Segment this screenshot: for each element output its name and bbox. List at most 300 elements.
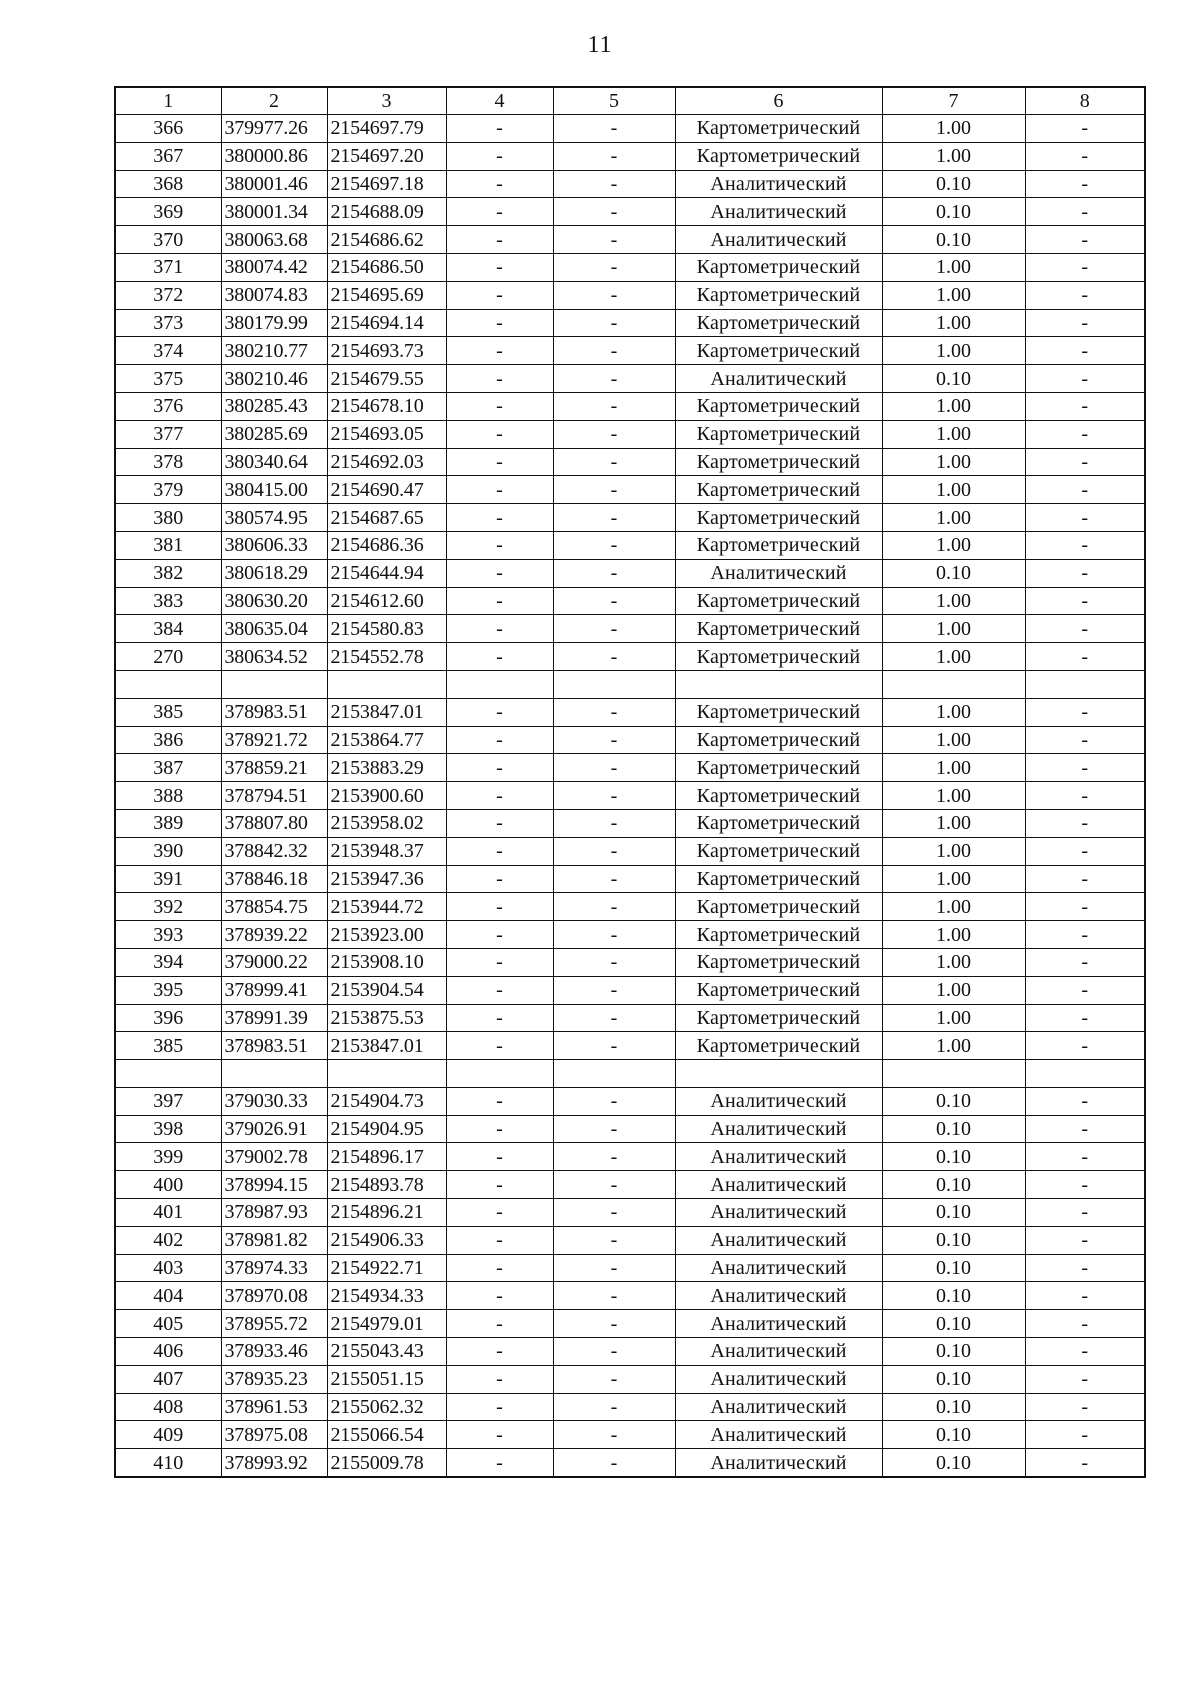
y-coordinate-cell [327, 670, 446, 698]
table-row [115, 643, 1145, 671]
point-number-cell: 386 [115, 726, 221, 754]
point-number-cell: 396 [115, 1004, 221, 1032]
x-coordinate-cell: 378807.80 [221, 809, 327, 837]
accuracy-cell: 1.00 [882, 921, 1025, 949]
column-8-cell: - [1025, 587, 1145, 615]
column-4-cell: - [446, 698, 553, 726]
column-4-cell: - [446, 921, 553, 949]
method-cell: Картометрический [675, 698, 882, 726]
table-row [115, 782, 1145, 810]
accuracy-cell: 1.00 [882, 643, 1025, 671]
x-coordinate-cell: 378859.21 [221, 754, 327, 782]
table-separator-row [115, 1060, 1145, 1088]
column-5-cell [553, 1060, 675, 1088]
point-number-cell: 394 [115, 948, 221, 976]
point-number-cell: 379 [115, 476, 221, 504]
y-coordinate-cell: 2154904.73 [327, 1087, 446, 1115]
column-5-cell: - [553, 531, 675, 559]
accuracy-cell: 0.10 [882, 170, 1025, 198]
column-5-cell: - [553, 1421, 675, 1449]
column-4-cell: - [446, 948, 553, 976]
column-header: 6 [675, 87, 882, 115]
point-number-cell: 399 [115, 1143, 221, 1171]
column-8-cell: - [1025, 1254, 1145, 1282]
y-coordinate-cell: 2154692.03 [327, 448, 446, 476]
column-5-cell: - [553, 115, 675, 143]
point-number-cell: 388 [115, 782, 221, 810]
column-5-cell: - [553, 921, 675, 949]
y-coordinate-cell: 2154686.62 [327, 226, 446, 254]
table-row [115, 504, 1145, 532]
column-8-cell: - [1025, 1365, 1145, 1393]
method-cell: Аналитический [675, 1365, 882, 1393]
table-row [115, 726, 1145, 754]
x-coordinate-cell: 378970.08 [221, 1282, 327, 1310]
method-cell: Аналитический [675, 226, 882, 254]
y-coordinate-cell: 2154697.18 [327, 170, 446, 198]
column-8-cell: - [1025, 893, 1145, 921]
table-row [115, 698, 1145, 726]
y-coordinate-cell: 2155062.32 [327, 1393, 446, 1421]
column-5-cell: - [553, 476, 675, 504]
point-number-cell: 373 [115, 309, 221, 337]
accuracy-cell: 1.00 [882, 531, 1025, 559]
accuracy-cell: 1.00 [882, 142, 1025, 170]
column-5-cell: - [553, 1282, 675, 1310]
table-row [115, 420, 1145, 448]
column-4-cell: - [446, 559, 553, 587]
accuracy-cell: 0.10 [882, 1421, 1025, 1449]
table-row [115, 1310, 1145, 1338]
accuracy-cell: 0.10 [882, 1171, 1025, 1199]
column-4-cell: - [446, 115, 553, 143]
point-number-cell: 375 [115, 365, 221, 393]
method-cell: Картометрический [675, 782, 882, 810]
column-5-cell: - [553, 448, 675, 476]
column-8-cell: - [1025, 115, 1145, 143]
coordinates-table [114, 86, 1146, 1478]
column-header: 8 [1025, 87, 1145, 115]
accuracy-cell [882, 1060, 1025, 1088]
table-row [115, 476, 1145, 504]
x-coordinate-cell: 378975.08 [221, 1421, 327, 1449]
column-5-cell: - [553, 1393, 675, 1421]
x-coordinate-cell: 378981.82 [221, 1226, 327, 1254]
point-number-cell: 387 [115, 754, 221, 782]
column-4-cell: - [446, 1115, 553, 1143]
page-number: 11 [587, 32, 613, 58]
point-number-cell: 371 [115, 253, 221, 281]
method-cell: Аналитический [675, 365, 882, 393]
table-row [115, 921, 1145, 949]
point-number-cell: 382 [115, 559, 221, 587]
column-4-cell: - [446, 1226, 553, 1254]
point-number-cell: 384 [115, 615, 221, 643]
point-number-cell: 383 [115, 587, 221, 615]
point-number-cell: 409 [115, 1421, 221, 1449]
x-coordinate-cell: 379000.22 [221, 948, 327, 976]
method-cell: Картометрический [675, 253, 882, 281]
method-cell: Картометрический [675, 142, 882, 170]
column-5-cell [553, 670, 675, 698]
point-number-cell: 374 [115, 337, 221, 365]
column-8-cell: - [1025, 837, 1145, 865]
x-coordinate-cell: 379026.91 [221, 1115, 327, 1143]
point-number-cell: 270 [115, 643, 221, 671]
y-coordinate-cell: 2153958.02 [327, 809, 446, 837]
method-cell: Аналитический [675, 1115, 882, 1143]
point-number-cell: 390 [115, 837, 221, 865]
y-coordinate-cell: 2153908.10 [327, 948, 446, 976]
table-row [115, 142, 1145, 170]
column-8-cell: - [1025, 948, 1145, 976]
table-row [115, 976, 1145, 1004]
column-8-cell: - [1025, 976, 1145, 1004]
method-cell: Аналитический [675, 1087, 882, 1115]
column-4-cell: - [446, 1171, 553, 1199]
y-coordinate-cell: 2153875.53 [327, 1004, 446, 1032]
column-8-cell: - [1025, 309, 1145, 337]
column-header: 5 [553, 87, 675, 115]
accuracy-cell: 1.00 [882, 976, 1025, 1004]
x-coordinate-cell: 379030.33 [221, 1087, 327, 1115]
column-8-cell: - [1025, 559, 1145, 587]
accuracy-cell: 1.00 [882, 726, 1025, 754]
table-row [115, 1032, 1145, 1060]
column-4-cell: - [446, 504, 553, 532]
method-cell: Картометрический [675, 309, 882, 337]
point-number-cell: 391 [115, 865, 221, 893]
column-8-cell: - [1025, 170, 1145, 198]
column-4-cell: - [446, 1449, 553, 1477]
accuracy-cell: 1.00 [882, 809, 1025, 837]
column-5-cell: - [553, 698, 675, 726]
method-cell: Аналитический [675, 1199, 882, 1227]
y-coordinate-cell: 2154694.14 [327, 309, 446, 337]
column-5-cell: - [553, 1254, 675, 1282]
accuracy-cell: 0.10 [882, 1393, 1025, 1421]
table-row [115, 837, 1145, 865]
accuracy-cell: 1.00 [882, 115, 1025, 143]
accuracy-cell: 0.10 [882, 365, 1025, 393]
column-5-cell: - [553, 392, 675, 420]
column-8-cell: - [1025, 253, 1145, 281]
point-number-cell: 398 [115, 1115, 221, 1143]
x-coordinate-cell: 378842.32 [221, 837, 327, 865]
y-coordinate-cell: 2153948.37 [327, 837, 446, 865]
column-5-cell: - [553, 615, 675, 643]
y-coordinate-cell: 2153847.01 [327, 1032, 446, 1060]
accuracy-cell: 0.10 [882, 1338, 1025, 1366]
column-5-cell: - [553, 504, 675, 532]
x-coordinate-cell: 378794.51 [221, 782, 327, 810]
method-cell: Аналитический [675, 1421, 882, 1449]
x-coordinate-cell: 378921.72 [221, 726, 327, 754]
accuracy-cell: 1.00 [882, 476, 1025, 504]
method-cell: Картометрический [675, 531, 882, 559]
method-cell: Аналитический [675, 170, 882, 198]
method-cell [675, 670, 882, 698]
accuracy-cell [882, 670, 1025, 698]
y-coordinate-cell: 2154695.69 [327, 281, 446, 309]
point-number-cell: 378 [115, 448, 221, 476]
y-coordinate-cell: 2154686.36 [327, 531, 446, 559]
column-8-cell: - [1025, 198, 1145, 226]
accuracy-cell: 0.10 [882, 1282, 1025, 1310]
column-8-cell: - [1025, 1393, 1145, 1421]
point-number-cell: 377 [115, 420, 221, 448]
column-4-cell: - [446, 392, 553, 420]
method-cell: Картометрический [675, 337, 882, 365]
x-coordinate-cell: 380630.20 [221, 587, 327, 615]
table-row [115, 1171, 1145, 1199]
y-coordinate-cell: 2154552.78 [327, 643, 446, 671]
column-4-cell: - [446, 142, 553, 170]
point-number-cell: 405 [115, 1310, 221, 1338]
column-4-cell: - [446, 253, 553, 281]
column-5-cell: - [553, 1365, 675, 1393]
x-coordinate-cell: 378994.15 [221, 1171, 327, 1199]
method-cell: Картометрический [675, 837, 882, 865]
method-cell: Картометрический [675, 476, 882, 504]
table-row [115, 1421, 1145, 1449]
x-coordinate-cell: 380210.77 [221, 337, 327, 365]
point-number-cell: 370 [115, 226, 221, 254]
table-row [115, 198, 1145, 226]
column-header: 7 [882, 87, 1025, 115]
point-number-cell: 397 [115, 1087, 221, 1115]
column-8-cell [1025, 1060, 1145, 1088]
accuracy-cell: 1.00 [882, 504, 1025, 532]
table-row [115, 1143, 1145, 1171]
method-cell: Аналитический [675, 198, 882, 226]
accuracy-cell: 1.00 [882, 337, 1025, 365]
column-5-cell: - [553, 1338, 675, 1366]
accuracy-cell: 1.00 [882, 865, 1025, 893]
accuracy-cell: 0.10 [882, 559, 1025, 587]
table-row [115, 1338, 1145, 1366]
point-number-cell: 372 [115, 281, 221, 309]
table-row [115, 1115, 1145, 1143]
column-8-cell: - [1025, 865, 1145, 893]
column-8-cell: - [1025, 921, 1145, 949]
point-number-cell: 376 [115, 392, 221, 420]
point-number-cell: 389 [115, 809, 221, 837]
column-5-cell: - [553, 365, 675, 393]
column-4-cell: - [446, 170, 553, 198]
column-8-cell: - [1025, 615, 1145, 643]
y-coordinate-cell: 2154906.33 [327, 1226, 446, 1254]
column-8-cell: - [1025, 698, 1145, 726]
accuracy-cell: 1.00 [882, 420, 1025, 448]
y-coordinate-cell: 2153900.60 [327, 782, 446, 810]
table-row [115, 1226, 1145, 1254]
point-number-cell: 403 [115, 1254, 221, 1282]
column-8-cell: - [1025, 1143, 1145, 1171]
y-coordinate-cell: 2154697.20 [327, 142, 446, 170]
table-row [115, 392, 1145, 420]
point-number-cell: 366 [115, 115, 221, 143]
column-5-cell: - [553, 309, 675, 337]
column-4-cell: - [446, 754, 553, 782]
accuracy-cell: 1.00 [882, 1004, 1025, 1032]
method-cell: Картометрический [675, 726, 882, 754]
method-cell: Картометрический [675, 948, 882, 976]
x-coordinate-cell: 378983.51 [221, 698, 327, 726]
x-coordinate-cell: 378846.18 [221, 865, 327, 893]
column-5-cell: - [553, 1310, 675, 1338]
column-4-cell: - [446, 865, 553, 893]
accuracy-cell: 1.00 [882, 392, 1025, 420]
y-coordinate-cell [327, 1060, 446, 1088]
table-row [115, 281, 1145, 309]
column-8-cell: - [1025, 476, 1145, 504]
point-number-cell: 401 [115, 1199, 221, 1227]
column-4-cell: - [446, 531, 553, 559]
column-4-cell: - [446, 615, 553, 643]
table-row [115, 1393, 1145, 1421]
column-4-cell: - [446, 1004, 553, 1032]
point-number-cell: 367 [115, 142, 221, 170]
x-coordinate-cell: 380074.42 [221, 253, 327, 281]
accuracy-cell: 1.00 [882, 587, 1025, 615]
x-coordinate-cell: 378854.75 [221, 893, 327, 921]
y-coordinate-cell: 2153883.29 [327, 754, 446, 782]
column-5-cell: - [553, 226, 675, 254]
x-coordinate-cell: 380634.52 [221, 643, 327, 671]
method-cell: Картометрический [675, 587, 882, 615]
column-header: 2 [221, 87, 327, 115]
y-coordinate-cell: 2154612.60 [327, 587, 446, 615]
point-number-cell: 404 [115, 1282, 221, 1310]
y-coordinate-cell: 2154693.73 [327, 337, 446, 365]
column-5-cell: - [553, 1032, 675, 1060]
method-cell: Картометрический [675, 893, 882, 921]
point-number-cell: 392 [115, 893, 221, 921]
point-number-cell: 395 [115, 976, 221, 1004]
column-4-cell: - [446, 1087, 553, 1115]
table-row [115, 226, 1145, 254]
column-4-cell: - [446, 1393, 553, 1421]
column-8-cell: - [1025, 782, 1145, 810]
table-row [115, 587, 1145, 615]
column-header: 1 [115, 87, 221, 115]
table-header-row [115, 87, 1145, 115]
y-coordinate-cell: 2154679.55 [327, 365, 446, 393]
method-cell: Аналитический [675, 1254, 882, 1282]
x-coordinate-cell: 380415.00 [221, 476, 327, 504]
table-row [115, 1199, 1145, 1227]
accuracy-cell: 1.00 [882, 309, 1025, 337]
table-row [115, 1449, 1145, 1477]
point-number-cell: 407 [115, 1365, 221, 1393]
x-coordinate-cell [221, 1060, 327, 1088]
x-coordinate-cell [221, 670, 327, 698]
accuracy-cell: 1.00 [882, 837, 1025, 865]
table-row [115, 615, 1145, 643]
column-4-cell: - [446, 226, 553, 254]
column-8-cell: - [1025, 643, 1145, 671]
method-cell: Картометрический [675, 754, 882, 782]
column-5-cell: - [553, 643, 675, 671]
column-8-cell: - [1025, 1171, 1145, 1199]
method-cell: Картометрический [675, 1032, 882, 1060]
y-coordinate-cell: 2154896.21 [327, 1199, 446, 1227]
column-8-cell: - [1025, 754, 1145, 782]
y-coordinate-cell: 2153923.00 [327, 921, 446, 949]
x-coordinate-cell: 380074.83 [221, 281, 327, 309]
y-coordinate-cell: 2155009.78 [327, 1449, 446, 1477]
column-8-cell: - [1025, 337, 1145, 365]
method-cell: Картометрический [675, 615, 882, 643]
point-number-cell: 408 [115, 1393, 221, 1421]
method-cell: Картометрический [675, 448, 882, 476]
column-4-cell: - [446, 643, 553, 671]
column-8-cell: - [1025, 448, 1145, 476]
table-row [115, 1282, 1145, 1310]
method-cell: Картометрический [675, 1004, 882, 1032]
column-4-cell: - [446, 976, 553, 1004]
x-coordinate-cell: 378999.41 [221, 976, 327, 1004]
method-cell: Картометрический [675, 281, 882, 309]
y-coordinate-cell: 2154693.05 [327, 420, 446, 448]
column-4-cell: - [446, 1143, 553, 1171]
accuracy-cell: 0.10 [882, 1199, 1025, 1227]
accuracy-cell: 0.10 [882, 1226, 1025, 1254]
column-4-cell: - [446, 198, 553, 226]
point-number-cell: 385 [115, 698, 221, 726]
method-cell: Картометрический [675, 115, 882, 143]
column-4-cell [446, 670, 553, 698]
column-8-cell: - [1025, 809, 1145, 837]
point-number-cell: 393 [115, 921, 221, 949]
point-number-cell [115, 670, 221, 698]
accuracy-cell: 1.00 [882, 893, 1025, 921]
column-5-cell: - [553, 142, 675, 170]
y-coordinate-cell: 2154678.10 [327, 392, 446, 420]
column-8-cell: - [1025, 1310, 1145, 1338]
point-number-cell: 368 [115, 170, 221, 198]
table-row [115, 1254, 1145, 1282]
method-cell: Картометрический [675, 504, 882, 532]
method-cell: Картометрический [675, 809, 882, 837]
column-5-cell: - [553, 865, 675, 893]
method-cell: Картометрический [675, 392, 882, 420]
column-4-cell: - [446, 309, 553, 337]
method-cell: Аналитический [675, 1310, 882, 1338]
table-row [115, 253, 1145, 281]
column-5-cell: - [553, 1087, 675, 1115]
accuracy-cell: 0.10 [882, 1143, 1025, 1171]
y-coordinate-cell: 2155043.43 [327, 1338, 446, 1366]
column-5-cell: - [553, 253, 675, 281]
column-5-cell: - [553, 281, 675, 309]
x-coordinate-cell: 380574.95 [221, 504, 327, 532]
column-4-cell: - [446, 1421, 553, 1449]
method-cell: Картометрический [675, 643, 882, 671]
column-8-cell: - [1025, 365, 1145, 393]
column-8-cell [1025, 670, 1145, 698]
x-coordinate-cell: 380001.34 [221, 198, 327, 226]
point-number-cell: 380 [115, 504, 221, 532]
column-5-cell: - [553, 1171, 675, 1199]
point-number-cell: 369 [115, 198, 221, 226]
column-5-cell: - [553, 170, 675, 198]
x-coordinate-cell: 380063.68 [221, 226, 327, 254]
table-row [115, 754, 1145, 782]
point-number-cell: 400 [115, 1171, 221, 1199]
accuracy-cell: 1.00 [882, 615, 1025, 643]
